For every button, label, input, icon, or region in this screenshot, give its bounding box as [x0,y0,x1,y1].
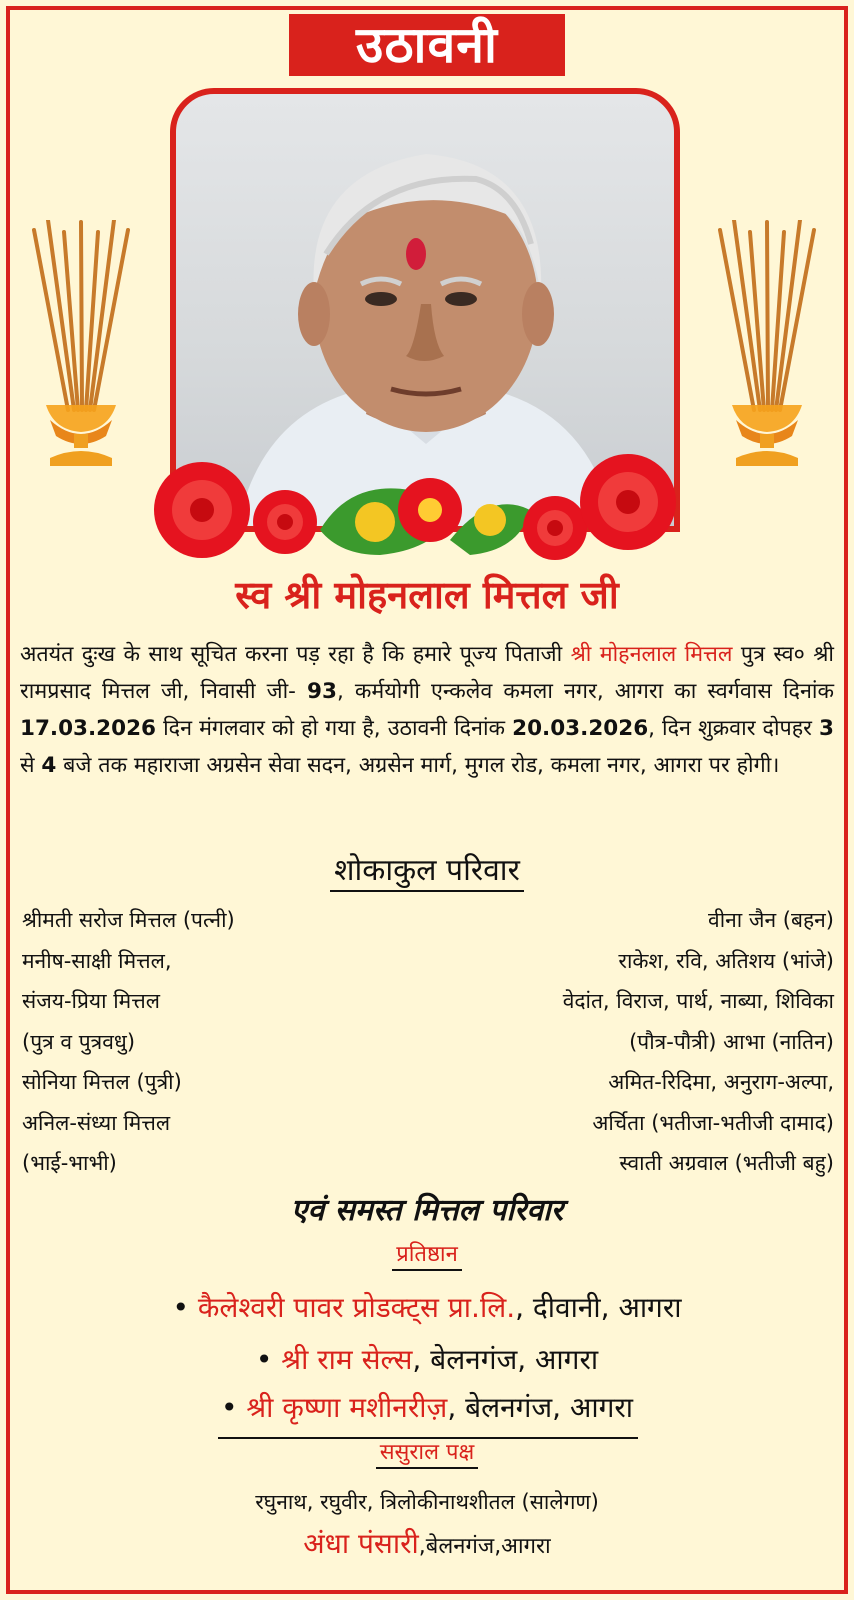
death-notice-text [20,636,834,784]
page-title: उठावनी [289,14,565,76]
establishments-heading [0,1238,854,1268]
notice-house-no: 93 [307,679,337,704]
bullet: • [255,1343,273,1376]
family-member: राकेश, रवि, अतिशय (भांजे) [618,948,834,973]
establishment-name: श्री राम सेल्स [281,1343,413,1376]
inlaws-names: रघुनाथ, रघुवीर, त्रिलोकीनाथशीतल (सालेगण) [255,1490,599,1514]
family-member: स्वाती अग्रवाल (भतीजी बहु) [619,1151,834,1175]
notice-deceased-name: श्री मोहनलाल मित्तल [570,642,733,667]
bullet: • [172,1291,189,1324]
incense-sticks-icon [712,220,822,480]
establishment-place: , बेलनगंज, आगरा [412,1343,599,1376]
establishment-name: श्री कृष्णा मशीनरीज़ [246,1391,448,1424]
family-member: (भाई-भाभी) [22,1151,117,1175]
establishment-place: , बेलनगंज, आगरा [447,1391,634,1424]
family-member: अनिल-संध्या मित्तल [22,1110,171,1135]
family-member: (पौत्र-पौत्री) आभा (नातिन) [629,1029,834,1054]
establishment-place: , दीवानी, आगरा [515,1291,682,1324]
notice-part: अतयंत दुःख के साथ सूचित करना पड़ रहा है कि हमारे पूज्य पिताजी [20,642,571,667]
family-member: सोनिया मित्तल (पुत्री) [22,1070,182,1094]
family-members-left [22,900,235,1184]
incense-sticks-icon [26,220,136,480]
notice-part: से [20,753,42,778]
inlaws-heading-text: ससुराल पक्ष [376,1440,479,1469]
family-members-right [563,900,834,1184]
family-member: संजय-प्रिया मित्तल [22,989,160,1013]
deceased-name: स्व श्री मोहनलाल मित्तल जी [235,573,619,617]
family-heading [0,848,854,889]
family-member: श्रीमती सरोज मित्तल (पत्नी) [22,908,235,932]
establishment-item [0,1388,854,1426]
notice-time-from: 3 [819,716,834,741]
establishments-heading-text: प्रतिष्ठान [392,1242,462,1271]
entire-family-line: एवं समस्त मित्तल परिवार [290,1193,564,1228]
family-member: वेदांत, विराज, पार्थ, नाब्या, शिविका [562,989,834,1013]
family-member: अमित-रिदिमा, अनुराग-अल्पा, [608,1070,834,1094]
family-member: (पुत्र व पुत्रवधु) [22,1029,136,1054]
inlaws-shop-name: अंधा पंसारी [303,1527,419,1560]
family-member: मनीष-साक्षी मित्तल, [22,948,172,973]
family-member: वीना जैन (बहन) [708,908,834,932]
family-heading-text: शोकाकुल परिवार [330,853,524,892]
family-member: अर्चिता (भतीजा-भतीजी दामाद) [592,1110,834,1135]
notice-uthavani-date: 20.03.2026 [512,716,649,741]
notice-part: पुत्र स्व० श्री रामप्रसाद मित्तल जी, निवासी जी- [20,642,834,704]
notice-part: , कर्मयोगी एन्कलेव कमला नगर, आगरा का स्वर्गवास दिनांक [336,679,834,704]
inlaws-shop [0,1524,854,1562]
inlaws-heading [0,1436,854,1466]
notice-part: बजे तक महाराजा अग्रसेन सेवा सदन, अग्रसेन मार्ग, मुगल रोड, कमला नगर, आगरा पर होगी। [56,753,780,778]
notice-part: , दिन शुक्रवार दोपहर [648,716,820,741]
inlaws-shop-place: ,बेलनगंज,आगरा [418,1534,551,1559]
establishment-name: कैलेश्वरी पावर प्रोडक्ट्स प्रा.लि. [197,1291,516,1324]
flower-garland-icon [150,450,710,580]
establishment-item [0,1340,854,1378]
bullet: • [220,1391,238,1424]
notice-death-date: 17.03.2026 [20,716,157,741]
notice-time-to: 4 [41,753,57,778]
notice-part: दिन मंगलवार को हो गया है, उठावनी दिनांक [156,716,513,741]
establishment-item [0,1288,854,1326]
